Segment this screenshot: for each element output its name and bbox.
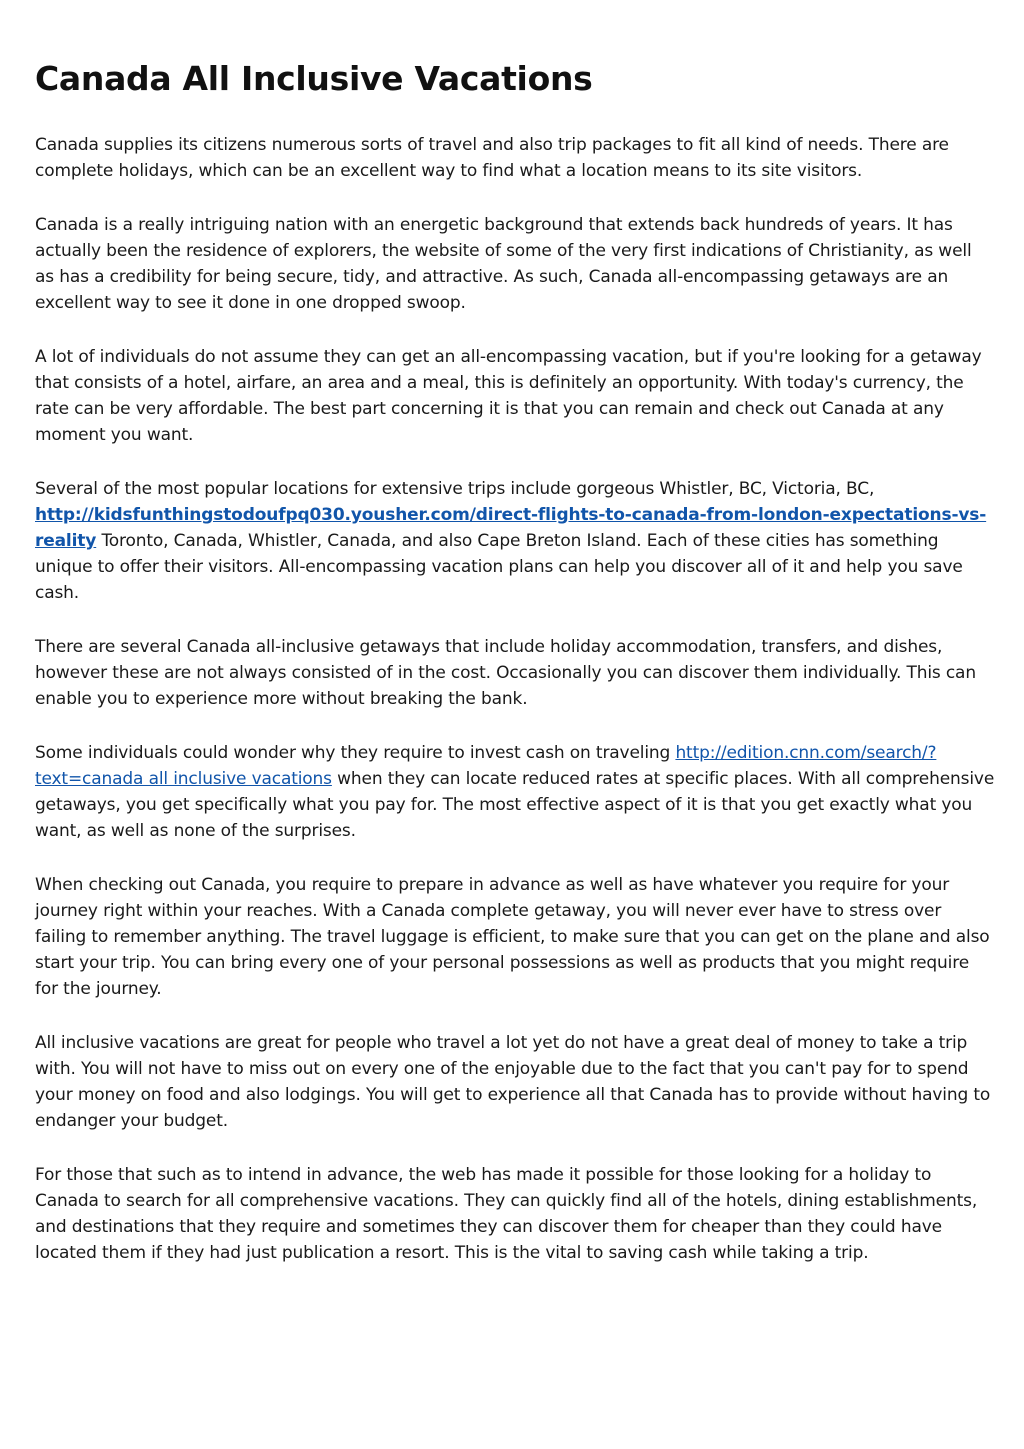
paragraph-intro: Canada supplies its citizens numerous sorts of travel and also trip packages to fit all kind of needs. There are complete holidays, which can be an excellent way to find what a location means to its site visitors. [35,135,949,181]
paragraph-value-text-before: Some individuals could wonder why they require to invest cash on traveling [35,743,676,763]
paragraph-preparation: When checking out Canada, you require to prepare in advance as well as have whatever you require for your journey right within your reaches. With a Canada complete getaway, you will never ever have to stress over failing to remember anything. The travel luggage is efficient, to make sure that you can get on the plane and also start your trip. You can bring every one of your personal possessions as well as products that you might require for the journey. [35,875,990,999]
paragraph-value [35,740,995,844]
paragraph-planning: For those that such as to intend in advance, the web has made it possible for those looking for a holiday to Canada to search for all comprehensive vacations. They can quickly find all of the hotels, dining establishments, and destinations that they require and sometimes they can discover them for cheaper than they could have located them if they had just publication a resort. This is the vital to saving cash while taking a trip. [35,1165,978,1263]
paragraph-budget: All inclusive vacations are great for people who travel a lot yet do not have a great deal of money to take a trip with. You will not have to miss out on every one of the enjoyable due to the fact that you can't pay for to spend your money on food and also lodgings. You will get to experience all that Canada has to provide without having to endanger your budget. [35,1033,991,1131]
paragraph-locations-text-after: Toronto, Canada, Whistler, Canada, and also Cape Breton Island. Each of these cities has something unique to offer their visitors. All-encompassing vacation plans can help you discover all of it and help you save cash. [35,531,963,603]
page-title: Canada All Inclusive Vacations [35,59,593,98]
paragraph-locations [35,476,995,606]
kidsfun-link[interactable]: http://kidsfunthingstodoufpq030.yousher.com/direct-flights-to-canada-from-london-expectations-vs-reality [35,505,987,551]
paragraph-history: Canada is a really intriguing nation with an energetic background that extends back hundreds of years. It has actually been the residence of explorers, the website of some of the very first indications of Christianity, as well as has a credibility for being secure, tidy, and attractive. As such, Canada all-encompassing getaways are an excellent way to see it done in one dropped swoop. [35,215,972,313]
paragraph-locations-text-before: Several of the most popular locations for extensive trips include gorgeous Whistler, BC, Victoria, BC, [35,479,875,499]
document-page [35,0,995,1266]
paragraph-inclusions: There are several Canada all-inclusive getaways that include holiday accommodation, transfers, and dishes, however these are not always consisted of in the cost. Occasionally you can discover them individually. This can enable you to experience more without breaking the bank. [35,637,976,709]
paragraph-affordability: A lot of individuals do not assume they can get an all-encompassing vacation, but if you're looking for a getaway that consists of a hotel, airfare, an area and a meal, this is definitely an opportunity. With today's currency, the rate can be very affordable. The best part concerning it is that you can remain and check out Canada at any moment you want. [35,347,982,445]
paragraph-value-text-after: when they can locate reduced rates at specific places. With all comprehensive getaways, you get specifically what you pay for. The most effective aspect of it is that you get exactly what you want, as well as none of the surprises. [35,769,995,841]
cnn-search-link[interactable]: http://edition.cnn.com/search/?text=canada all inclusive vacations [35,743,937,789]
